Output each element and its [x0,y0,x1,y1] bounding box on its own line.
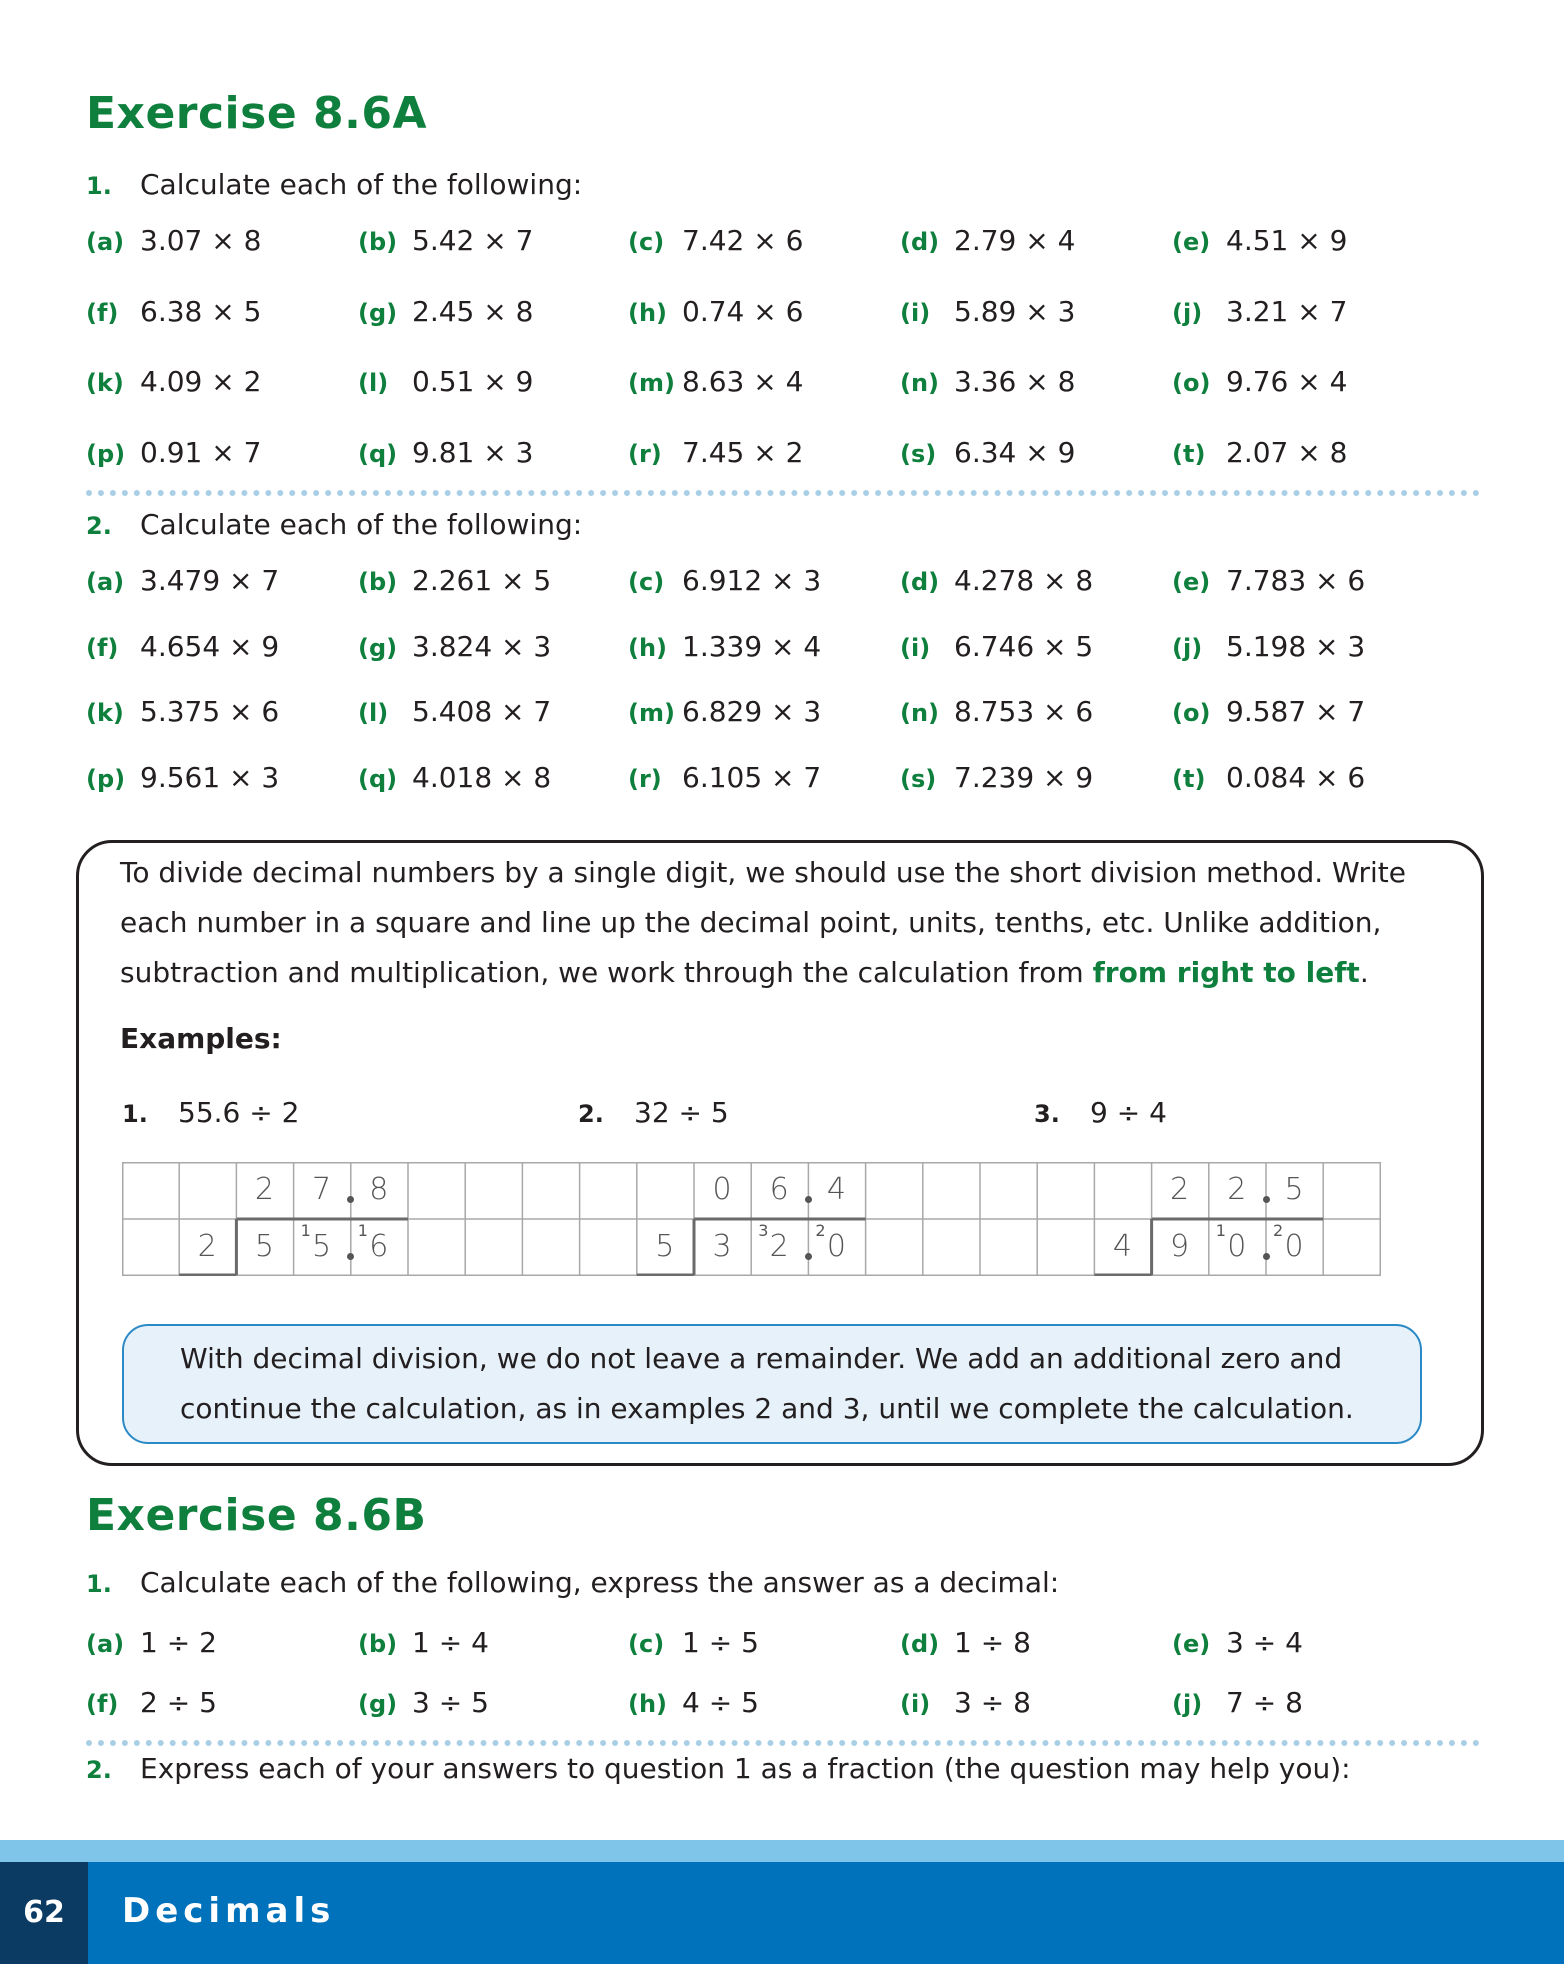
item-expression: 1 ÷ 8 [954,1626,1031,1659]
item-label: (o) [1172,699,1211,727]
exercise-item [628,630,821,663]
exercise-item [628,295,803,328]
item-expression: 4.018 × 8 [412,760,552,794]
exercise-item [86,564,279,597]
exercise-item [900,1626,1031,1659]
item-expression: 4.278 × 8 [954,564,1094,597]
dividend-digit: 0 [1227,1229,1247,1264]
item-expression: 6.746 × 5 [954,629,1094,663]
item-expression: 6.829 × 3 [682,695,822,728]
item-expression: 0.91 × 7 [140,435,262,469]
item-expression: 4.09 × 2 [140,365,262,398]
item-expression: 5.42 × 7 [412,224,534,257]
quotient-digit: 8 [369,1172,389,1207]
exercise-item [358,295,533,328]
question-number: 2. [86,512,112,540]
item-expression: 4.654 × 9 [140,629,280,663]
item-expression: 6.912 × 3 [682,564,822,597]
item-label: (j) [1172,1690,1203,1718]
item-expression: 9.81 × 3 [412,435,534,469]
item-label: (j) [1172,633,1203,662]
item-label: (h) [628,298,668,327]
example-2-header: 2. 32 ÷ 5 [578,1096,729,1129]
exercise-item [358,761,551,794]
item-label: (i) [900,298,931,327]
item-label: (f) [86,633,119,662]
item-expression: 6.34 × 9 [954,435,1076,469]
item-label: (m) [628,699,675,727]
chapter-title: Decimals [122,1891,336,1931]
item-label: (n) [900,699,940,727]
item-label: (h) [628,633,668,662]
item-label: (e) [1172,228,1211,256]
item-label: (f) [86,1690,119,1718]
item-label: (m) [628,369,675,397]
carry-digit: 3 [758,1221,769,1240]
item-label: (i) [900,633,931,662]
exercise-item [628,1686,759,1719]
item-label: (p) [86,439,126,468]
exercise-item [900,436,1075,469]
exercise-item [1172,224,1347,257]
carry-digit: 2 [815,1221,826,1240]
exercise-item [1172,761,1365,794]
item-label: (i) [900,1690,931,1718]
exercise-item [1172,295,1347,328]
item-label: (o) [1172,369,1211,397]
question-text: Calculate each of the following, express the answer as a decimal: [140,1566,1060,1599]
quotient-digit: 0 [712,1172,732,1207]
item-expression: 5.198 × 3 [1226,629,1366,663]
dotted-divider [86,490,1480,496]
exercise-item [900,761,1093,794]
exercise-8-6b-title: Exercise 8.6B [86,1490,427,1541]
item-label: (b) [358,1630,398,1658]
exercise-item [1172,564,1365,597]
item-label: (a) [86,568,125,596]
item-expression: 0.084 × 6 [1226,760,1366,794]
item-label: (q) [358,439,398,468]
exercise-item [86,295,261,328]
item-label: (b) [358,228,398,256]
exercise-item [900,630,1093,663]
item-expression: 3.21 × 7 [1226,294,1348,328]
exercise-item [900,224,1075,257]
exercise-item [86,224,261,257]
item-expression: 3.824 × 3 [412,629,552,663]
item-label: (n) [900,369,940,397]
divisor-digit: 4 [1112,1229,1132,1264]
exercise-item [900,365,1075,398]
item-expression: 3 ÷ 4 [1226,1626,1303,1659]
item-expression: 1 ÷ 2 [140,1626,217,1659]
carry-digit: 1 [300,1221,311,1240]
note-box [122,1324,1422,1444]
question-text: Express each of your answers to question 1 as a fraction (the question may help you): [140,1752,1351,1785]
exercise-item [628,1626,759,1659]
item-label: (d) [900,568,940,596]
item-label: (q) [358,764,398,793]
item-expression: 6.38 × 5 [140,294,262,328]
item-expression: 3 ÷ 5 [412,1686,489,1719]
exercise-item [358,1626,489,1659]
dividend-digit: 9 [1170,1229,1190,1264]
example-3-header: 3. 9 ÷ 4 [1034,1096,1167,1129]
quotient-digit: 5 [1284,1172,1304,1207]
exercise-item [628,761,821,794]
exercise-item [358,365,533,398]
item-expression: 2.261 × 5 [412,564,552,597]
item-expression: 7.45 × 2 [682,435,804,469]
exercise-item [628,365,803,398]
examples-label: Examples: [120,1022,282,1055]
exercise-item [900,1686,1031,1719]
item-label: (d) [900,1630,940,1658]
exercise-item [1172,1686,1303,1719]
item-label: (t) [1172,764,1206,793]
dividend-digit: 5 [254,1229,274,1264]
item-expression: 0.74 × 6 [682,294,804,328]
carry-digit: 1 [357,1221,368,1240]
item-expression: 5.89 × 3 [954,294,1076,328]
item-expression: 7 ÷ 8 [1226,1686,1303,1719]
quotient-digit: 2 [1227,1172,1247,1207]
carry-digit: 2 [1273,1221,1284,1240]
exercise-item [86,436,261,469]
item-expression: 3.07 × 8 [140,224,262,257]
carry-digit: 1 [1215,1221,1226,1240]
item-label: (b) [358,568,398,596]
item-expression: 3.479 × 7 [140,564,280,597]
exercise-item [86,365,261,398]
item-expression: 5.408 × 7 [412,695,552,728]
exercise-item [86,1686,217,1719]
item-expression: 4.51 × 9 [1226,224,1348,257]
exercise-item [86,630,279,663]
item-label: (a) [86,228,125,256]
item-expression: 1.339 × 4 [682,629,822,663]
question-number: 2. [86,1756,112,1784]
question-1-a [86,168,582,201]
item-label: (k) [86,699,124,727]
item-expression: 5.375 × 6 [140,695,280,728]
item-label: (h) [628,1690,668,1718]
item-label: (e) [1172,1630,1211,1658]
item-label: (d) [900,228,940,256]
emphasis-text: from right to left [1092,956,1360,989]
exercise-item [628,695,821,728]
item-expression: 7.783 × 6 [1226,564,1366,597]
exercise-item [358,436,533,469]
question-number: 1. [86,1570,112,1598]
item-label: (a) [86,1630,125,1658]
exercise-item [628,436,803,469]
question-2-b [86,1752,1351,1785]
exercise-item [358,630,551,663]
exercise-8-6a-title: Exercise 8.6A [86,88,427,139]
item-expression: 8.63 × 4 [682,365,804,398]
item-label: (c) [628,568,665,596]
exercise-item [1172,1626,1303,1659]
item-label: (f) [86,298,119,327]
exercise-item [358,1686,489,1719]
item-label: (g) [358,298,398,327]
dividend-digit: 5 [312,1229,332,1264]
item-label: (p) [86,764,126,793]
dividend-digit: 3 [712,1229,732,1264]
item-expression: 9.76 × 4 [1226,365,1348,398]
divisor-digit: 5 [655,1229,675,1264]
exercise-item [358,695,551,728]
exercise-item [86,695,279,728]
exercise-item [1172,365,1347,398]
dividend-digit: 0 [1284,1229,1304,1264]
exercise-item [1172,695,1365,728]
item-expression: 9.587 × 7 [1226,695,1366,728]
question-1-b [86,1566,1059,1599]
item-label: (g) [358,633,398,662]
exercise-item [358,564,551,597]
item-label: (k) [86,369,124,397]
item-expression: 1 ÷ 5 [682,1626,759,1659]
item-label: (j) [1172,298,1203,327]
item-expression: 0.51 × 9 [412,365,534,398]
item-expression: 6.105 × 7 [682,760,822,794]
question-2-a [86,508,582,541]
item-expression: 9.561 × 3 [140,760,280,794]
item-expression: 3.36 × 8 [954,365,1076,398]
item-expression: 2.07 × 8 [1226,435,1348,469]
item-expression: 1 ÷ 4 [412,1626,489,1659]
quotient-digit: 4 [826,1172,846,1207]
exercise-item [900,295,1075,328]
quotient-digit: 2 [254,1172,274,1207]
item-label: (r) [628,439,662,468]
item-expression: 2.79 × 4 [954,224,1076,257]
exercise-item [1172,436,1347,469]
item-label: (t) [1172,439,1206,468]
item-label: (l) [358,369,389,397]
item-expression: 7.42 × 6 [682,224,804,257]
footer [0,1862,1564,1964]
item-label: (r) [628,764,662,793]
dividend-digit: 2 [769,1229,789,1264]
division-squares [122,1162,1381,1276]
dotted-divider [86,1740,1480,1746]
quotient-digit: 6 [769,1172,789,1207]
intro-text: To divide decimal numbers by a single digit, we should use the short division method. Write each number in a square and line up the decimal point, units, tenths, etc. Unlike addition, subtraction and multiplication, we work through the calculation from from right to left. [120,856,1406,989]
page-number: 62 [0,1862,88,1964]
quotient-digit: 2 [1170,1172,1190,1207]
exercise-item [628,564,821,597]
exercise-item [358,224,533,257]
item-expression: 7.239 × 9 [954,760,1094,794]
item-label: (s) [900,764,937,793]
decimal-point [805,1253,812,1260]
item-expression: 4 ÷ 5 [682,1686,759,1719]
quotient-digit: 7 [312,1172,332,1207]
exercise-item [86,1626,217,1659]
item-expression: 3 ÷ 8 [954,1686,1031,1719]
dividend-digit: 0 [826,1229,846,1264]
item-expression: 2 ÷ 5 [140,1686,217,1719]
exercise-item [86,761,279,794]
item-label: (s) [900,439,937,468]
item-label: (c) [628,228,665,256]
question-text: Calculate each of the following: [140,508,583,541]
exercise-item [1172,630,1365,663]
exercise-item [900,564,1093,597]
item-expression: 2.45 × 8 [412,294,534,328]
item-label: (e) [1172,568,1211,596]
item-label: (g) [358,1690,398,1718]
dividend-digit: 6 [369,1229,389,1264]
exercise-item [628,224,803,257]
note-text: With decimal division, we do not leave a remainder. We add an additional zero and continue the calculation, as in examples 2 and 3, until we complete the calculation. [180,1342,1354,1425]
item-label: (l) [358,699,389,727]
decimal-point [805,1196,812,1203]
footer-band [0,1840,1564,1862]
decimal-point [1263,1253,1270,1260]
item-expression: 8.753 × 6 [954,695,1094,728]
question-number: 1. [86,172,112,200]
question-text: Calculate each of the following: [140,168,583,201]
item-label: (c) [628,1630,665,1658]
decimal-point [1263,1196,1270,1203]
divisor-digit: 2 [197,1229,217,1264]
example-1-header: 1. 55.6 ÷ 2 [122,1096,300,1129]
exercise-item [900,695,1093,728]
